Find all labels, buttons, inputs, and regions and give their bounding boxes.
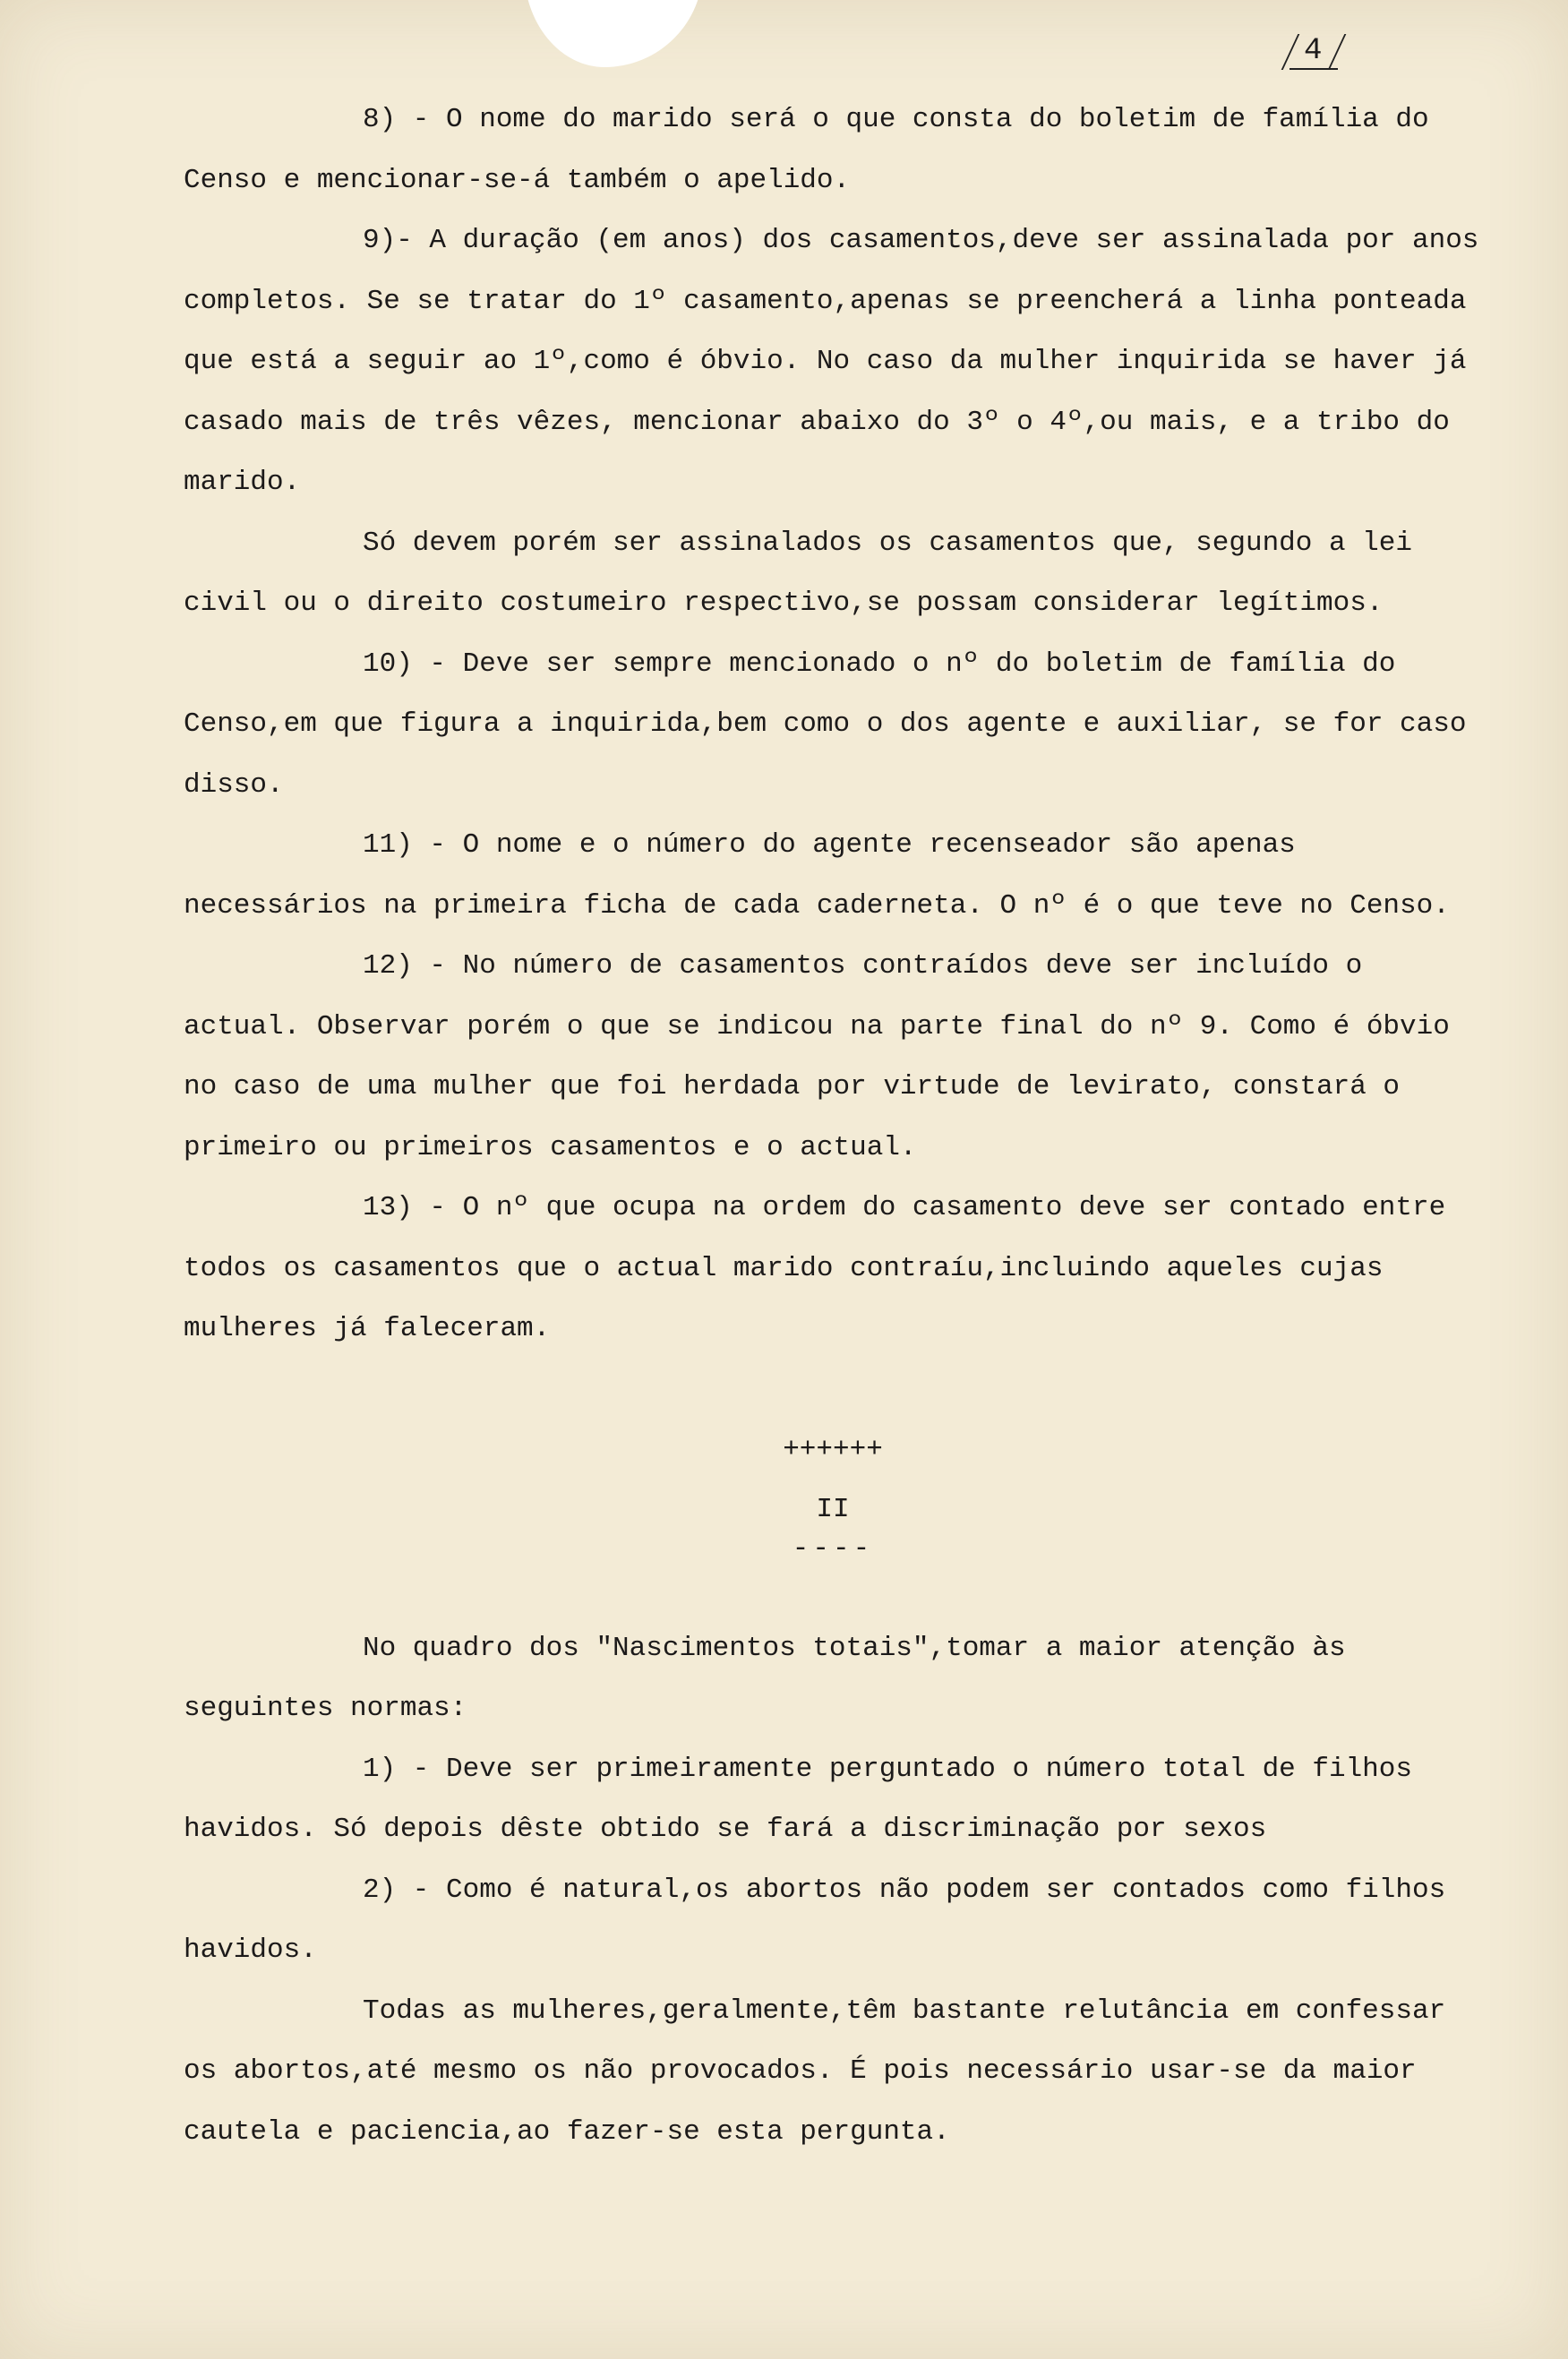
spacer xyxy=(184,1558,1482,1618)
paragraph-births-item-2: 2) - Como é natural,os abortos não podem ser contados como filhos havidos. xyxy=(184,1874,1446,1966)
torn-paper-edge xyxy=(524,0,703,67)
paragraph-abortions: Todas as mulheres,geralmente,têm bastante relutância em confessar os abortos,até mesmo os não provocados. É pois necessário usar-se da maior cautela e paciencia,ao fazer-se esta pergunta. xyxy=(184,1994,1446,2148)
paragraph-item-11: 11) - O nome e o número do agente recenseador são apenas necessários na primeira ficha de cada caderneta. O nº é o que teve no Censo. xyxy=(184,829,1450,922)
paragraph-births-item-1: 1) - Deve ser primeiramente perguntado o número total de filhos havidos. Só depois dêste obtido se fará a discriminação por sexos xyxy=(184,1753,1412,1845)
section-separator: ++++++ xyxy=(783,1433,883,1465)
document-body xyxy=(184,90,1482,2162)
paragraph-legitimate-marriages: Só devem porém ser assinalados os casamentos que, segundo a lei civil ou o direito costumeiro respectivo,se possam considerar legítimos. xyxy=(184,527,1412,619)
paragraph-item-13: 13) - O nº que ocupa na ordem do casamento deve ser contado entre todos os casamentos que o actual marido contraíu,incluindo aqueles cujas mulheres já faleceram. xyxy=(184,1192,1446,1344)
section-heading: II xyxy=(816,1494,850,1525)
paragraph-item-10: 10) - Deve ser sempre mencionado o nº do boletim de família do Censo,em que figura a inquirida,bem como o dos agente e auxiliar, se for caso disso. xyxy=(184,648,1467,801)
paragraph-item-9: 9)- A duração (em anos) dos casamentos,deve ser assinalada por anos completos. Se se tratar do 1º casamento,apenas se preencherá a linha ponteada que está a seguir ao 1º,como é óbvio. No caso da mulher inquirida se haver já casado mais de três vêzes, mencionar abaixo do 3º o 4º,ou mais, e a tribo do marido. xyxy=(184,225,1479,498)
heading-underline: ---- xyxy=(792,1532,874,1565)
paragraph-item-12: 12) - No número de casamentos contraídos deve ser incluído o actual. Observar porém o que se indicou na parte final do nº 9. Como é óbvio no caso de uma mulher que foi herdada por virtude de levirato, constará o primeiro ou primeiros casamentos e o actual. xyxy=(184,950,1450,1163)
paragraph-births-intro: No quadro dos "Nascimentos totais",tomar a maior atenção às seguintes normas: xyxy=(184,1632,1346,1724)
paragraph-item-8: 8) - O nome do marido será o que consta do boletim de família do Censo e mencionar-se-á também o apelido. xyxy=(184,104,1429,196)
page-number: 4 xyxy=(1290,34,1338,70)
